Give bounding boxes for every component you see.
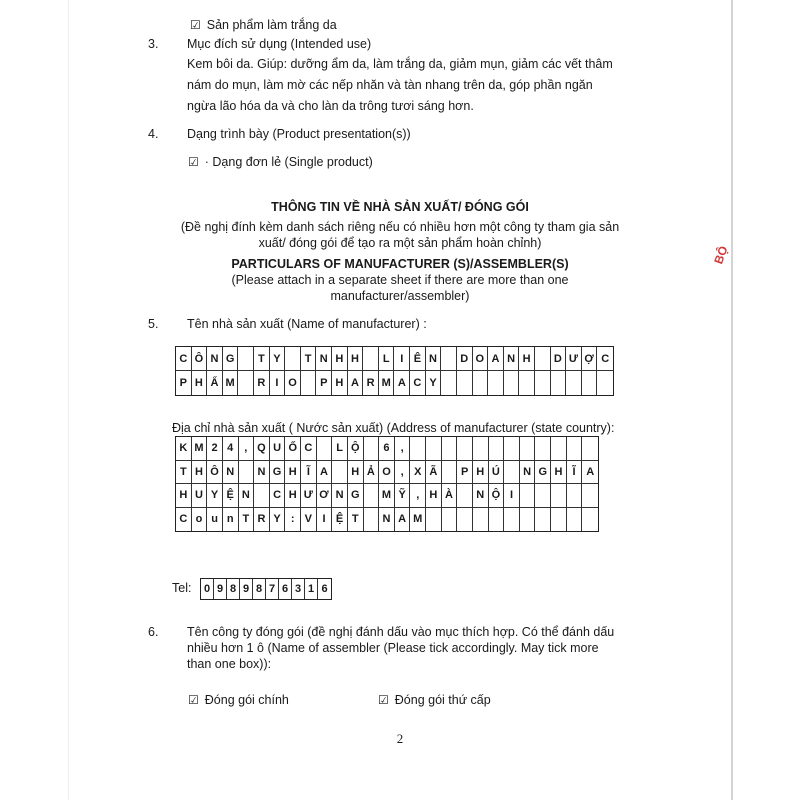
grid-cell: H [348, 461, 364, 485]
grid-cell: 7 [266, 579, 279, 599]
grid-cell: N [473, 484, 489, 508]
grid-cell: N [316, 347, 332, 371]
grid-cell: I [270, 371, 286, 395]
address-label: Địa chỉ nhà sản xuất ( Nước sản xuất) (Address of manufacturer (state country): [172, 421, 615, 435]
section6-line: Tên công ty đóng gói (đề nghị đánh dấu vào mục thích hợp. Có thể đánh dấu [187, 625, 615, 639]
grid-cell [254, 484, 270, 508]
grid-cell: K [176, 437, 192, 461]
grid-cell: N [254, 461, 270, 485]
grid-cell: Ĩ [301, 461, 317, 485]
grid-cell: I [317, 508, 333, 532]
grid-cell [567, 437, 583, 461]
grid-cell [535, 437, 551, 461]
grid-cell: H [176, 484, 192, 508]
grid-cell: D [551, 347, 567, 371]
grid-cell: O [473, 347, 489, 371]
checkbox-checked-icon: ☑ [188, 155, 199, 169]
grid-cell [301, 371, 317, 395]
grid-cell [504, 461, 520, 485]
grid-cell: 0 [201, 579, 214, 599]
grid-cell [473, 371, 489, 395]
grid-cell: Ê [410, 347, 426, 371]
checkbox-checked-icon: ☑ [378, 693, 389, 707]
grid-cell: Ô [207, 461, 223, 485]
grid-cell: X [410, 461, 426, 485]
option-label: Đóng gói thứ cấp [394, 693, 491, 707]
grid-cell: 6 [279, 579, 292, 599]
grid-cell: A [394, 371, 410, 395]
tel-grid [200, 578, 332, 600]
grid-cell: N [207, 347, 223, 371]
section-number: 3. [148, 37, 159, 51]
grid-cell: C [410, 371, 426, 395]
grid-cell [238, 347, 254, 371]
single-product-option [188, 155, 373, 170]
grid-cell: 8 [253, 579, 266, 599]
grid-cell: U [270, 437, 286, 461]
grid-cell: N [504, 347, 520, 371]
note-vi: xuất/ đóng gói để tạo ra một sản phẩm hoàn chỉnh) [258, 236, 542, 250]
grid-cell: G [223, 347, 239, 371]
grid-cell: M [410, 508, 426, 532]
grid-cell: Ỹ [395, 484, 411, 508]
grid-cell: Y [207, 484, 223, 508]
checkbox-checked-icon: ☑ [190, 18, 201, 32]
grid-cell: V [301, 508, 317, 532]
grid-cell: N [426, 347, 442, 371]
grid-cell: 1 [305, 579, 318, 599]
grid-cell: H [551, 461, 567, 485]
grid-cell: Ơ [317, 484, 333, 508]
grid-cell [332, 461, 348, 485]
grid-cell: A [317, 461, 333, 485]
page-number: 2 [396, 731, 404, 746]
grid-cell [317, 437, 333, 461]
grid-cell: Ố [285, 437, 301, 461]
grid-cell: T [239, 508, 255, 532]
grid-cell [442, 437, 458, 461]
grid-cell: 9 [240, 579, 253, 599]
red-stamp: BỘ [711, 244, 731, 266]
grid-cell: P [457, 461, 473, 485]
grid-cell: Q [254, 437, 270, 461]
grid-cell [364, 508, 380, 532]
primary-packaging-option [188, 693, 289, 708]
grid-cell: I [504, 484, 520, 508]
grid-cell: Ú [489, 461, 505, 485]
grid-cell: Ô [192, 347, 208, 371]
grid-cell: H [332, 371, 348, 395]
grid-cell: G [348, 484, 364, 508]
section-number: 5. [148, 317, 159, 331]
grid-cell [363, 347, 379, 371]
grid-cell [457, 437, 473, 461]
grid-cell: R [254, 508, 270, 532]
secondary-packaging-option [378, 693, 491, 708]
grid-cell: H [192, 371, 208, 395]
grid-cell [239, 461, 255, 485]
grid-cell: T [176, 461, 192, 485]
grid-cell: O [379, 461, 395, 485]
grid-cell: U [192, 484, 208, 508]
note-en: (Please attach in a separate sheet if there are more than one [231, 273, 569, 287]
section6-line: nhiều hơn 1 ô (Name of assembler (Please tick accordingly. May tick more [187, 641, 599, 655]
grid-cell: L [332, 437, 348, 461]
grid-cell: C [176, 508, 192, 532]
grid-cell [535, 347, 551, 371]
section-number: 4. [148, 127, 159, 141]
grid-cell: O [285, 371, 301, 395]
grid-cell [489, 508, 505, 532]
grid-cell: T [301, 347, 317, 371]
grid-cell [551, 484, 567, 508]
section3-line: Kem bôi da. Giúp: dưỡng ẩm da, làm trắng da, giảm mụn, giảm các vết thâm [187, 57, 613, 71]
grid-cell [551, 508, 567, 532]
grid-cell [535, 371, 551, 395]
grid-cell: N [223, 461, 239, 485]
checkbox-checked-icon: ☑ [188, 693, 199, 707]
grid-cell: N [520, 461, 536, 485]
grid-cell [442, 461, 458, 485]
grid-cell: M [223, 371, 239, 395]
grid-cell: H [426, 484, 442, 508]
grid-cell: Y [270, 508, 286, 532]
grid-cell [473, 508, 489, 532]
grid-cell: T [254, 347, 270, 371]
grid-cell: u [207, 508, 223, 532]
grid-cell: 4 [223, 437, 239, 461]
grid-cell [410, 437, 426, 461]
grid-cell [582, 437, 598, 461]
grid-cell: M [379, 371, 395, 395]
grid-cell: H [285, 461, 301, 485]
option-label: Đóng gói chính [204, 693, 289, 707]
section3-title: Mục đích sử dụng (Intended use) [187, 37, 372, 51]
grid-cell: C [597, 347, 613, 371]
item-label: Sản phẩm làm trắng da [206, 18, 337, 32]
grid-cell: H [285, 484, 301, 508]
grid-cell [504, 371, 520, 395]
grid-cell [551, 437, 567, 461]
note-en: manufacturer/assembler) [330, 289, 470, 303]
grid-cell: , [395, 437, 411, 461]
grid-cell: o [192, 508, 208, 532]
grid-cell: À [442, 484, 458, 508]
grid-cell: 3 [292, 579, 305, 599]
section3-line: ngừa lão hóa da và cho làn da trông tươi sáng hơn. [187, 99, 474, 113]
grid-cell: Ợ [582, 347, 598, 371]
grid-cell: G [535, 461, 551, 485]
grid-cell [582, 484, 598, 508]
grid-cell: C [301, 437, 317, 461]
grid-cell [520, 437, 536, 461]
grid-cell [582, 508, 598, 532]
note-vi: (Đề nghị đính kèm danh sách riêng nếu có nhiều hơn một công ty tham gia sản [180, 220, 620, 234]
grid-cell: A [348, 371, 364, 395]
option-label: · Dạng đơn lẻ (Single product) [204, 155, 373, 169]
grid-cell: Ã [426, 461, 442, 485]
grid-cell [442, 508, 458, 532]
grid-cell [285, 347, 301, 371]
grid-cell: L [379, 347, 395, 371]
grid-cell [457, 484, 473, 508]
grid-cell: H [348, 347, 364, 371]
grid-cell: , [410, 484, 426, 508]
grid-cell: C [176, 347, 192, 371]
grid-cell: P [176, 371, 192, 395]
grid-cell: Ệ [332, 508, 348, 532]
grid-cell: N [379, 508, 395, 532]
grid-cell [582, 371, 598, 395]
grid-cell [520, 508, 536, 532]
grid-cell: H [332, 347, 348, 371]
grid-cell [238, 371, 254, 395]
grid-cell: Ư [566, 347, 582, 371]
grid-cell [567, 508, 583, 532]
grid-cell: Y [426, 371, 442, 395]
grid-cell [457, 371, 473, 395]
grid-cell: I [394, 347, 410, 371]
grid-cell: Ĩ [567, 461, 583, 485]
grid-cell [567, 484, 583, 508]
tel-label: Tel: [172, 581, 192, 595]
grid-cell: R [363, 371, 379, 395]
grid-cell: Ẩ [207, 371, 223, 395]
grid-cell: C [270, 484, 286, 508]
grid-cell: 2 [207, 437, 223, 461]
grid-cell [535, 508, 551, 532]
grid-cell: N [332, 484, 348, 508]
grid-cell: Ả [364, 461, 380, 485]
grid-cell [441, 371, 457, 395]
grid-cell: N [239, 484, 255, 508]
grid-cell [426, 508, 442, 532]
grid-cell: M [192, 437, 208, 461]
heading-vi: THÔNG TIN VỀ NHÀ SẢN XUẤT/ ĐÓNG GÓI [271, 200, 529, 214]
section5-title: Tên nhà sản xuất (Name of manufacturer) : [187, 317, 427, 331]
section6-line: than one box)): [187, 657, 272, 671]
grid-cell: Ộ [348, 437, 364, 461]
grid-cell: D [457, 347, 473, 371]
grid-cell: H [192, 461, 208, 485]
grid-cell: G [270, 461, 286, 485]
grid-cell: n [223, 508, 239, 532]
manufacturer-address-grid [175, 436, 599, 532]
grid-cell: P [316, 371, 332, 395]
grid-cell: 6 [379, 437, 395, 461]
grid-cell [551, 371, 567, 395]
grid-cell [535, 484, 551, 508]
grid-cell [519, 371, 535, 395]
grid-cell: , [239, 437, 255, 461]
grid-cell [426, 437, 442, 461]
grid-cell: 6 [321, 583, 328, 595]
grid-cell: H [473, 461, 489, 485]
grid-cell [566, 371, 582, 395]
grid-cell [364, 437, 380, 461]
grid-cell: Ệ [223, 484, 239, 508]
grid-cell: Y [270, 347, 286, 371]
grid-cell: M [379, 484, 395, 508]
grid-cell: 8 [227, 579, 240, 599]
grid-cell: : [285, 508, 301, 532]
grid-cell [473, 437, 489, 461]
grid-cell [489, 437, 505, 461]
grid-cell [504, 437, 520, 461]
grid-cell: , [395, 461, 411, 485]
grid-cell: Ộ [489, 484, 505, 508]
grid-cell: A [488, 347, 504, 371]
grid-cell [441, 347, 457, 371]
grid-cell [597, 371, 613, 395]
grid-cell [520, 484, 536, 508]
section4-title: Dạng trình bày (Product presentation(s)) [187, 127, 411, 141]
grid-cell [457, 508, 473, 532]
grid-cell: H [519, 347, 535, 371]
manufacturer-name-grid [175, 346, 614, 396]
section-number: 6. [148, 625, 159, 639]
item-whitening-product [190, 18, 337, 33]
grid-cell: 9 [214, 579, 227, 599]
grid-cell [364, 484, 380, 508]
grid-cell [504, 508, 520, 532]
grid-cell: A [395, 508, 411, 532]
heading-en: PARTICULARS OF MANUFACTURER (S)/ASSEMBLER(S) [231, 257, 569, 271]
grid-cell: T [348, 508, 364, 532]
grid-cell: R [254, 371, 270, 395]
section3-line: nám do mụn, làm mờ các nếp nhăn và tàn nhang trên da, góp phần ngăn [187, 78, 593, 92]
grid-cell: Ư [301, 484, 317, 508]
grid-cell: A [582, 461, 598, 485]
grid-cell [488, 371, 504, 395]
document-page [68, 0, 733, 800]
